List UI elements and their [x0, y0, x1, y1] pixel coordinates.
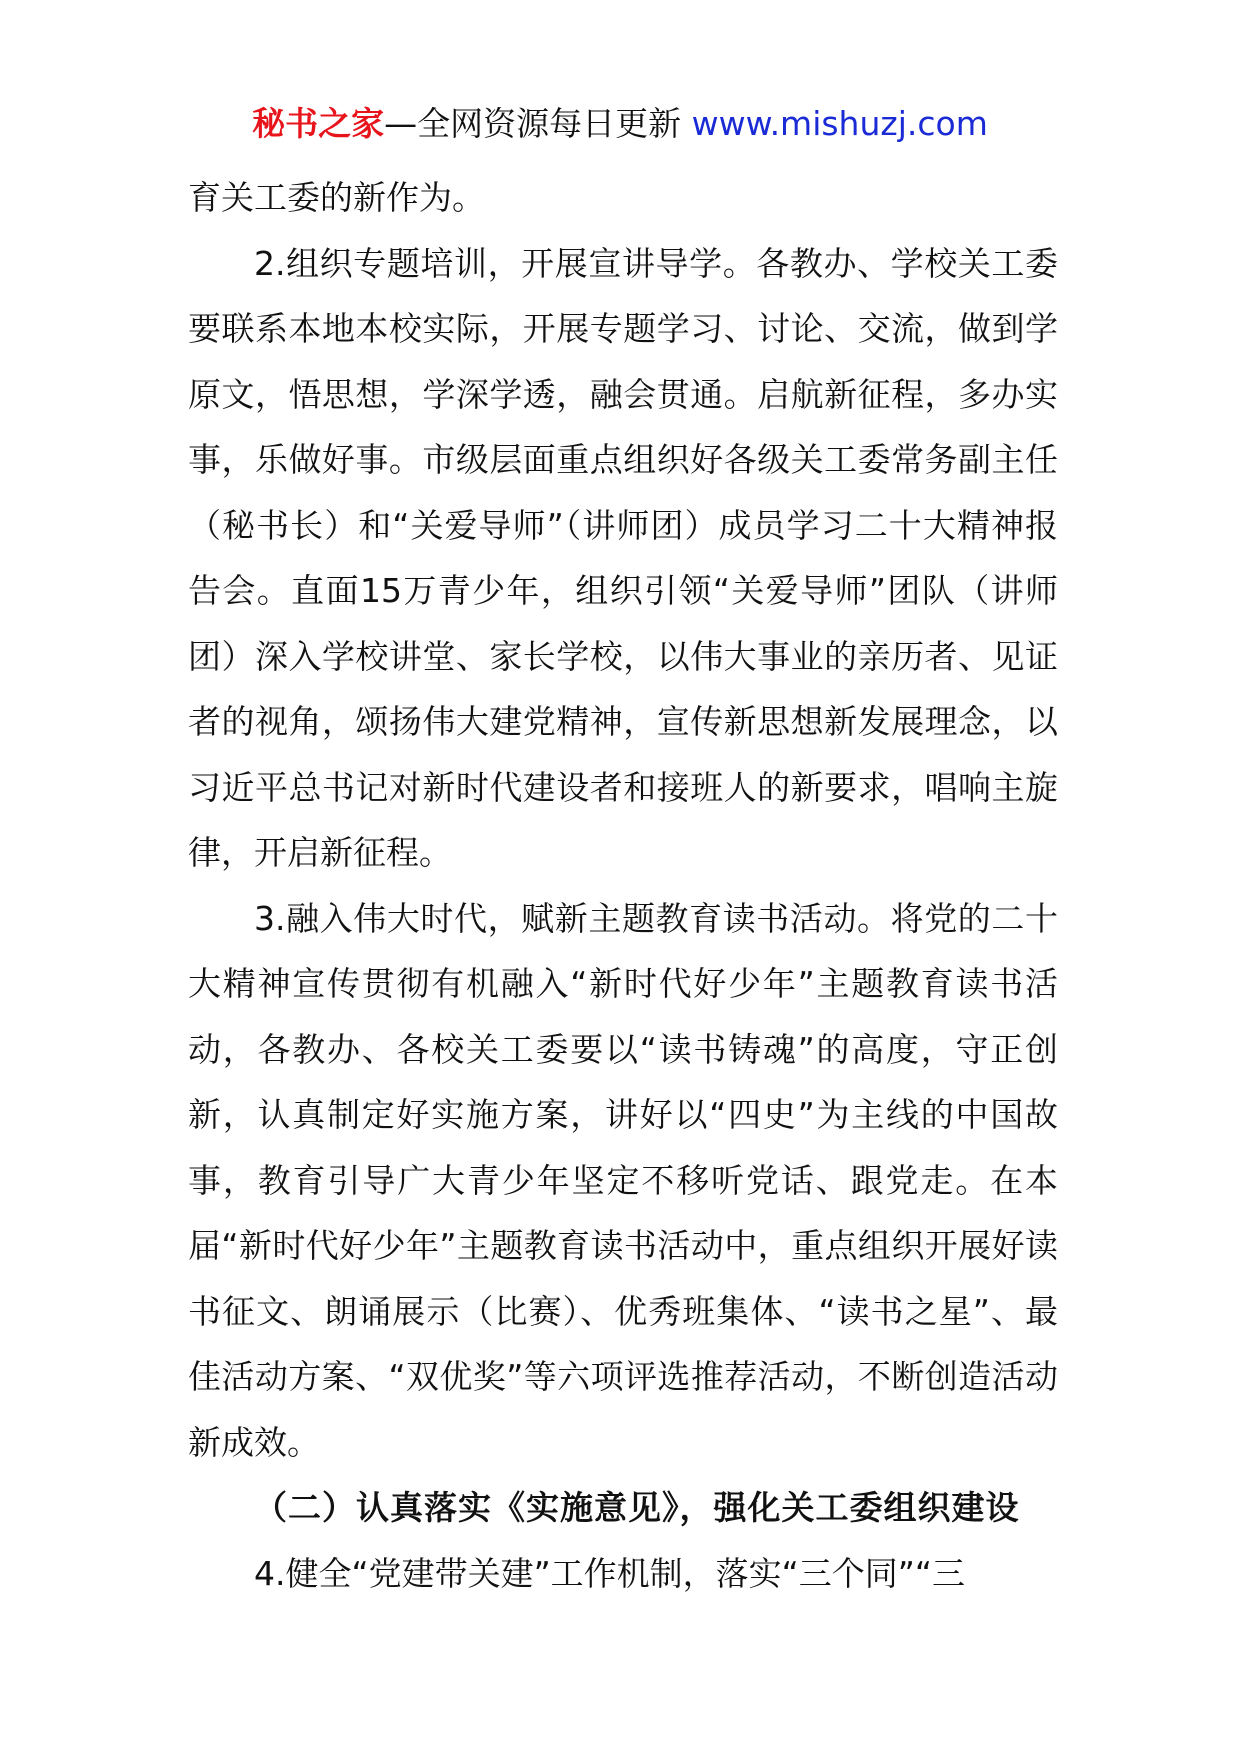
- brand-name: 秘书之家: [252, 104, 385, 143]
- site-url: www.mishuzj.com: [691, 104, 988, 143]
- section-heading: （二）认真落实《实施意见》，强化关工委组织建设: [254, 1488, 1020, 1527]
- paragraph-continuation: 育关工委的新作为。: [188, 178, 485, 217]
- site-watermark-header: [0, 100, 1240, 148]
- paragraph-item-2: 2.组织专题培训，开展宣讲导学。各教办、学校关工委要联系本地本校实际，开展专题学习、讨论、交流，做到学原文，悟思想，学深学透，融会贯通。启航新征程，多办实事，乐做好事。市级层面重点组织好各级关工委常务副主任（秘书长）和“关爱导师”（讲师团）成员学习二十大精神报告会。直面15万青少年，组织引领“关爱导师”团队（讲师团）深入学校讲堂、家长学校，以伟大事业的亲历者、见证者的视角，颂扬伟大建党精神，宣传新思想新发展理念，以习近平总书记对新时代建设者和接班人的新要求，唱响主旋律，开启新征程。: [188, 243, 1058, 872]
- paragraph-item-4: 4.健全“党建带关建”工作机制，落实“三个同”“三: [254, 1553, 965, 1593]
- paragraph-item-3: 3.融入伟大时代，赋新主题教育读书活动。将党的二十大精神宣传贯彻有机融入“新时代好少年”主题教育读书活动，各教办、各校关工委要以“读书铸魂”的高度，守正创新，认真制定好实施方案，讲好以“四史”为主线的中国故事，教育引导广大青少年坚定不移听党话、跟党走。在本届“新时代好少年”主题教育读书活动中，重点组织开展好读书征文、朗诵展示（比赛）、优秀班集体、“读书之星”、最佳活动方案、“双优奖”等六项评选推荐活动，不断创造活动新成效。: [188, 898, 1058, 1462]
- brand-tagline: —全网资源每日更新: [384, 104, 692, 143]
- document-body: [188, 165, 1058, 1606]
